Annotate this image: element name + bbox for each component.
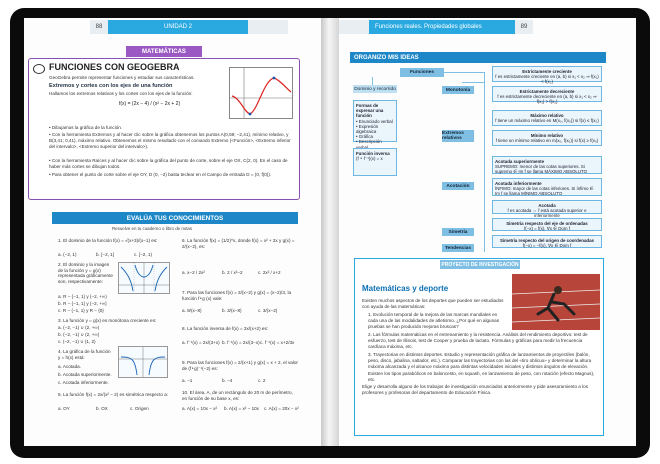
map-b2: [492, 86, 602, 105]
geogebra-graph: [229, 67, 293, 119]
left-header: [90, 20, 288, 34]
q3-b[interactable]: b. (−2, −1) ∪ (2, +∞): [58, 332, 100, 337]
q10-a[interactable]: a. A(x) = 10x − x²: [182, 406, 217, 411]
right-page-number: 89: [515, 20, 533, 34]
map-formas: [353, 100, 397, 145]
map-inversa-formula: (f ∘ f⁻¹)(x) = x: [356, 156, 383, 162]
q8-b[interactable]: b. f⁻¹(x) = 2x/(3−x): [222, 340, 260, 345]
question-2: 2. El dominio y la imagen de la función y = g(x) representada gráficamente son, respectivamente:: [58, 262, 113, 284]
map-b4: [492, 130, 602, 146]
eval-subtitle: Resuelve en tu cuaderno o libro de notas: [112, 226, 193, 231]
q4-b[interactable]: b. Acotada superiormente.: [58, 372, 112, 377]
proyecto-p4: Elige y desarrolla alguno de los trabajos de investigación enunciados anteriormente y pide asesoramiento a los profesores y profesoras del departamento de Educación Física.: [362, 384, 588, 396]
matematicas-badge: MATEMÁTICAS: [126, 46, 202, 57]
question-7: 7. Para las funciones f(x) = 3/(x−2) y g(x) = (x−2)/3, la función f∘g (x) vale:: [182, 290, 292, 301]
b9-text: f(−x) = −f(x), ∀x ∈ Dom f: [522, 243, 572, 249]
proyecto-p2: 2. Las fórmulas matemáticas en el entrenamiento y la resistencia. Análisis del rendimiento deportivo: test de esfuerzo, test de Illinois, test de Cooper y prueba de lactato. Fórmulas y gráficas para medir la frecuencia cardíaca máxima, etc.: [368, 332, 588, 350]
q7-c[interactable]: c. 3/(x−2): [258, 308, 278, 313]
q7-a[interactable]: a. 9/(x−8): [182, 308, 202, 313]
geogebra-box: [28, 58, 300, 200]
geogebra-title: FUNCIONES CON GEOGEBRA: [49, 62, 180, 72]
b6-text: ÍNFIMO: mayor de las cotas inferiores. Si ínfimo ∈ Im f se llama MÍNIMO ABSOLUTO: [495, 186, 594, 197]
q3-c[interactable]: c. (−2, −1) ∪ (1, 2): [58, 339, 96, 344]
q9-a[interactable]: a. −1: [182, 378, 193, 383]
b8-text: f(−x) = f(x), ∀x ∈ Dom f: [524, 226, 570, 232]
question-3: 3. La función y = g(x) es monótona creciente en:: [58, 318, 157, 323]
q6-a[interactable]: a. x−2 / 2x²: [182, 270, 205, 275]
geogebra-subtitle: Extremos y cortes con los ejes de una función: [49, 83, 173, 89]
q5-a[interactable]: a. OY: [58, 406, 70, 411]
q1-a[interactable]: a. (−2, 1): [58, 252, 77, 257]
q2-c[interactable]: c. R − {−1, 1} y R − {0}: [58, 308, 104, 313]
question-5: 5. La función f(x) = 2x/(x² − 2) es simétrica respecto a:: [58, 392, 169, 397]
geogebra-step4: • Para obtener el punto de corte sobre el eje OY, D (0, −2) basta teclear en el Campo de entrada D = (0, f(0)).: [49, 172, 272, 177]
map-b8: [492, 218, 602, 231]
left-section-label: UNIDAD 2: [108, 20, 248, 34]
b6-title: Acotada inferiormente: [495, 181, 542, 186]
b8-title: Simetría respecto del eje de ordenadas: [506, 221, 588, 226]
left-page-number: 88: [90, 20, 108, 34]
map-inversa-title: Función inversa: [356, 151, 390, 156]
q2-graph: [118, 262, 170, 294]
map-b7: [492, 200, 602, 219]
map-b1: [492, 66, 602, 85]
b4-title: Mínimo relativo: [530, 133, 564, 138]
b7-title: Acotada: [538, 203, 556, 208]
map-tendencias: Tendencias: [442, 244, 474, 252]
map-b6: [492, 178, 602, 196]
b5-title: Acotada superiormente: [495, 159, 545, 164]
q9-b[interactable]: b. −4: [222, 378, 233, 383]
map-formas-title: Formas de expresar una función: [356, 103, 384, 119]
q9-c[interactable]: c. 2: [258, 378, 266, 383]
b1-title: Estrictamente creciente: [522, 69, 572, 74]
map-b5: [492, 156, 602, 174]
geogebra-step0: Hallamos los extremos relativos y los cortes con los ejes de la función:: [49, 91, 193, 96]
map-root: Funciones: [400, 68, 444, 77]
q4-a[interactable]: a. Acotada.: [58, 364, 81, 369]
b2-title: Estrictamente decreciente: [519, 89, 575, 94]
geogebra-intro: GeoGebra permite representar funciones y estudiar sus características.: [49, 75, 195, 80]
question-9: 9. Para las funciones f(x) = 2/(x+1) y g(x) = x + 2, el valor de (f∘g)⁻¹(−2) es:: [182, 360, 298, 371]
question-6: 6. La función f(x) = (1/2)^x, donde f(x) = x² + 2x y g(x) = 2/(x−2), es:: [182, 238, 295, 249]
q7-b[interactable]: b. 3/(x−8): [222, 308, 242, 313]
q5-c[interactable]: c. Origen: [130, 406, 149, 411]
q5-b[interactable]: b. OX: [96, 406, 108, 411]
q1-b[interactable]: b. [−2, 1]: [96, 252, 115, 257]
eval-title: EVALÚA TUS CONOCIMIENTOS: [52, 212, 298, 224]
proyecto-p3: 3. Trayectorias en distintos deportes. Estudio y representación gráfica de lanzamientos de proyectiles (balón, peso, disco, jabalina, saltador, etc.). Comparar las trayectorias con las del «tiro oblicuo» y determinar la altura máxima alcanzada y el alcance máximo para distintas velocidades iniciales y distintos ángulos de elevación. Existen los tipos parabólicos en baloncesto, en squash, en lanzamiento de peso, con rotación (efecto Magnus), etc.: [368, 352, 595, 382]
book-gutter: [321, 18, 339, 446]
proyecto-label: PROYECTO DE INVESTIGACIÓN: [441, 261, 519, 268]
map-b9: [492, 235, 602, 248]
question-10: 10. El área, A, de un rectángulo de 20 m de perímetro, en función de su base x, es:: [182, 390, 293, 401]
q8-a[interactable]: a. f⁻¹(x) = 2x/(3+x): [182, 340, 220, 345]
map-inversa: [353, 148, 397, 176]
proyecto-title: Matemáticas y deporte: [362, 284, 449, 293]
map-dominio: Dominio y recorrido: [354, 86, 396, 92]
organizo-title: ORGANIZO MIS IDEAS: [350, 52, 606, 63]
b5-text: SUPREMO: menor de las cotas superiores. Si supremo ∈ Im f se llama MÁXIMO ABSOLUTO: [495, 164, 588, 175]
map-simetria: Simetría: [442, 228, 474, 236]
map-b3: [492, 110, 602, 126]
athlete-photo: [512, 274, 600, 330]
geogebra-formula: f(x) = (2x − 4) / (x² − 2x + 2): [119, 101, 181, 107]
proyecto-p1: 1. Evolución temporal de la mejora de las marcas mundiales en cada una de las modalidades de atletismo. ¿Por qué en algunas pruebas se han producido mejoras bruscas?: [368, 312, 500, 330]
b4-text: f tiene un mínimo relativo en m(x₀, f(x₀)) si f(x) ≥ f(x₀): [495, 138, 599, 144]
b2-text: f es estrictamente decreciente en (a, b) si x₁ < x₂ ⇒ f(x₁) > f(x₂): [497, 94, 597, 105]
q6-b[interactable]: b. 2 / x²−2: [222, 270, 243, 275]
b3-title: Máximo relativo: [530, 113, 564, 118]
q1-c[interactable]: c. [−2, 1): [134, 252, 153, 257]
map-monotonia: Monotonía: [442, 86, 474, 94]
q10-c[interactable]: c. A(x) = 20x − x²: [264, 406, 299, 411]
q3-a[interactable]: a. (−2, −1) ∪ (2, +∞): [58, 325, 100, 330]
q2-a[interactable]: a. R − {−1, 1} y (−2, +∞): [58, 294, 107, 299]
b1-text: f es estrictamente creciente en (a, b) si x₁ < x₂ ⇒ f(x₁) < f(x₂): [495, 74, 599, 85]
geogebra-step3: • Con la herramienta Raíces y al hacer clic sobre la gráfica del punto de corte, sobre el eje OX, C(2, 0). En el caso de haber más cortes se dibujan todos.: [49, 158, 288, 170]
q6-c[interactable]: c. 2x² / x+2: [258, 270, 281, 275]
right-section-label: Funciones reales. Propiedades globales: [369, 20, 515, 34]
right-header: [339, 20, 533, 34]
geogebra-step1: • Dibujamos la gráfica de la función.: [49, 125, 123, 130]
q4-graph: [118, 346, 168, 378]
geogebra-step2: • Con la herramienta Extremos y al hacer clic sobre la gráfica obtenemos los puntos A(0,59; −2,41), mínimo relativo, y B(3,41; 0,41), máximo relativo. Obtenemos el mismo resultado con el comando Extremo (<Función>, <Extremo inferior del intervalo>, <Extremo superior del intervalo>).: [49, 132, 291, 150]
q8-c[interactable]: c. f⁻¹(x) = x+2/3x: [260, 340, 295, 345]
b3-text: f tiene un máximo relativo en M(x₀, f(x₀)) si f(x) ≤ f(x₀): [495, 118, 599, 124]
proyecto-p0: Existen muchos aspectos de los deportes que pueden ser estudiados con ayuda de las matemáticas:: [362, 298, 504, 310]
map-formas-items: • Enunciado verbal • Expresión algebraica • Gráfica • Descripción: [356, 118, 393, 145]
geogebra-icon: [33, 64, 45, 74]
question-1: 1. El dominio de la función f(x) = √(x+3)/(x−1) es:: [58, 238, 158, 243]
question-8: 8. La función inversa de f(x) = 3x/(x+2) es:: [182, 326, 269, 331]
question-4: 4. La gráfica de la función y = h(x) está:: [58, 349, 111, 360]
map-acotacion: Acotación: [442, 182, 474, 190]
map-extremos: Extremos relativos: [442, 130, 474, 142]
q4-c[interactable]: c. Acotada inferiormente.: [58, 380, 109, 385]
b9-title: Simetría respecto del origen de coordenadas: [500, 238, 594, 243]
q2-b[interactable]: b. R − {−1, 1} y (−2, +∞]: [58, 301, 107, 306]
b7-text: f es acotada ⇔ f está acotada superior e inferiormente: [507, 208, 587, 219]
q10-b[interactable]: b. A(x) = x² − 10x: [224, 406, 259, 411]
